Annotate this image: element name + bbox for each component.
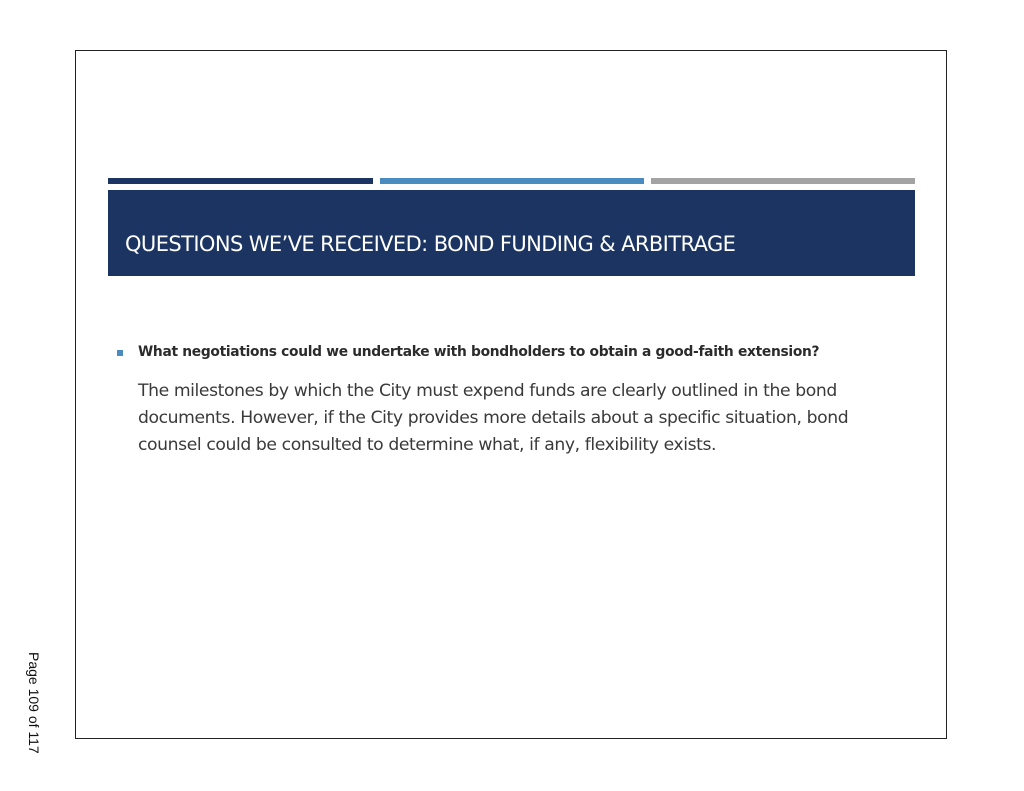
accent-bar-dark-blue (108, 178, 373, 184)
bullet-square-icon (117, 350, 123, 356)
accent-bar-light-blue (380, 178, 644, 184)
page-number-label: Page 109 of 117 (26, 652, 42, 754)
slide-title: QUESTIONS WE’VE RECEIVED: BOND FUNDING & ARBITRAGE (125, 232, 736, 256)
bullet-question: What negotiations could we undertake with bondholders to obtain a good-faith extension? (138, 344, 820, 360)
accent-bar-grey (651, 178, 915, 184)
bullet-answer: The milestones by which the City must expend funds are clearly outlined in the bond documents. However, if the City provides more details about a specific situation, bond counsel could be consulted to determine what, if any, flexibility exists. (138, 381, 849, 455)
